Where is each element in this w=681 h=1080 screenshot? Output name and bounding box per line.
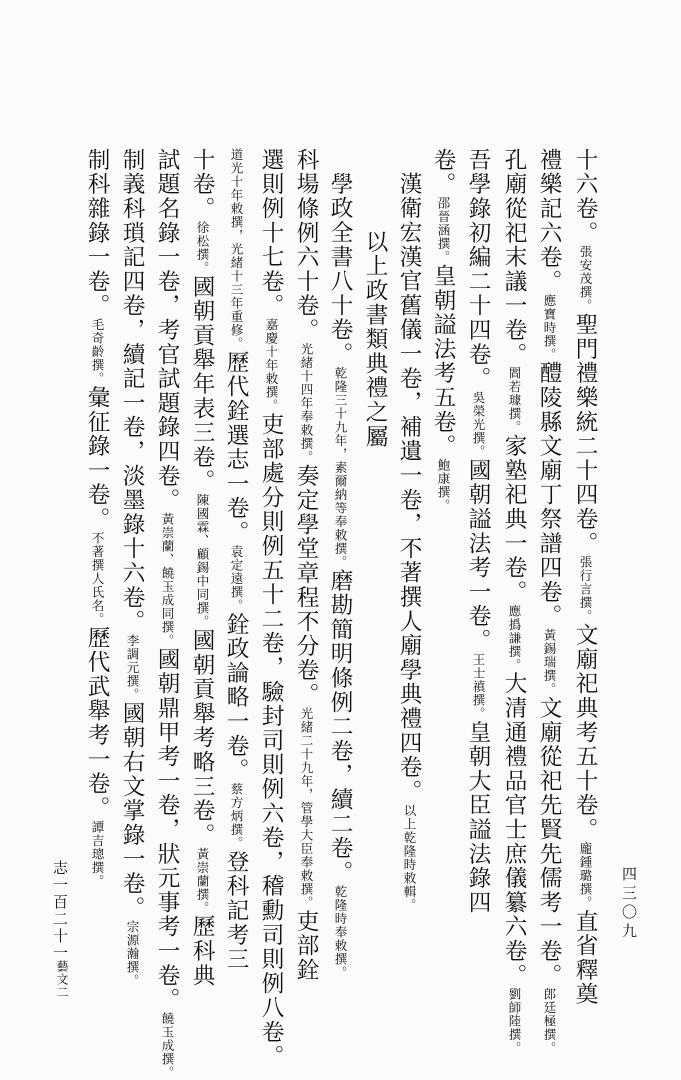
entry-text: 直省釋奠	[572, 909, 598, 1007]
entry-text: 學政全書八十卷。	[327, 172, 353, 367]
text-column-3	[497, 148, 531, 1056]
annotation-note: 以上乾隆時敕輯。	[402, 803, 417, 912]
entry-text: 聖門禮樂統二十四卷。	[572, 312, 598, 556]
annotation-note: 張行言撰。	[578, 555, 593, 624]
entry-text: 試題名錄一卷，考官試題錄四卷。	[154, 148, 180, 513]
annotation-note: 嘉慶十年敕撰。	[264, 318, 279, 413]
entry-text: 選則例十七卷。	[258, 148, 284, 319]
entry-text: 十六卷。	[572, 148, 598, 246]
entry-text: 皇朝大臣謚法錄四	[465, 720, 491, 915]
annotation-note: 黃崇蘭撰。	[195, 847, 210, 915]
entry-text: 磨勘簡明條例二卷，續二卷。	[327, 568, 353, 885]
text-column-11	[219, 148, 253, 972]
entry-text: 卷。	[430, 148, 456, 197]
text-column-4	[461, 148, 495, 915]
annotation-note: 黃崇蘭、饒玉成同撰。	[160, 512, 175, 648]
text-column-1	[568, 148, 602, 1007]
annotation-note: 閻若璩撰。	[507, 366, 522, 435]
annotation-note: 光緒二十九年，管學大臣奉敕撰。	[299, 706, 314, 910]
text-column-9	[289, 148, 323, 983]
entry-text: 制義科瑣記四卷，續記一卷，淡墨錄十六卷。	[119, 148, 145, 634]
chapter-label	[41, 860, 71, 962]
annotation-note: 李調元撰。	[125, 634, 140, 702]
annotation-note: 宗源瀚撰。	[125, 920, 140, 988]
text-column-15	[80, 148, 114, 888]
entry-text: 十卷。	[189, 148, 215, 221]
annotation-note: 龐鍾璐撰。	[578, 841, 593, 910]
annotation-note: 鮑康撰。	[436, 458, 451, 513]
entry-text: 禮樂記六卷。	[536, 148, 562, 294]
annotation-note: 黃錫瑞撰。	[542, 628, 557, 697]
entry-text: 登科記考三	[223, 850, 249, 972]
entry-text: 皇朝謚法考五卷。	[430, 264, 456, 459]
entry-text: 文廟從祀先賢先儒考一卷。	[536, 696, 562, 988]
annotation-note: 毛奇齡撰。	[90, 318, 105, 386]
annotation-note: 王士禛撰。	[471, 652, 486, 721]
text-column-5	[426, 148, 460, 853]
annotation-note: 道光十年敕撰，光緒十三年重修。	[229, 148, 244, 351]
text-column-2	[532, 148, 566, 1056]
text-column-13	[150, 148, 184, 1080]
entry-text: 文廟祀典考五十卷。	[572, 623, 598, 842]
entry-text: 國朝右文掌錄一卷。	[119, 701, 145, 921]
section-label: 藝文二	[55, 960, 69, 999]
annotation-note: 張安茂撰。	[578, 245, 593, 313]
entry-text: 家塾祀典一卷。	[501, 434, 527, 605]
annotation-note: 光緒十四年奉敕撰。	[299, 342, 314, 464]
annotation-note: 陳國霖、顧錫中同撰。	[195, 493, 210, 629]
entry-text: 科場條例六十卷。	[293, 148, 319, 343]
page-number: 四三〇九	[620, 866, 638, 942]
text-column-14	[115, 148, 149, 988]
annotation-note: 乾隆時奉敕撰。	[333, 884, 348, 980]
entry-text: 國朝鼎甲考一卷，狀元事考一卷。	[154, 647, 180, 1012]
entry-text: 歷代武舉考一卷。	[84, 625, 110, 821]
entry-text: 歷科典	[189, 914, 215, 988]
section-heading	[358, 230, 392, 935]
annotation-note: 應撝謙撰。	[507, 604, 522, 672]
text-column-8	[323, 172, 357, 980]
annotation-note: 郎廷極撰。	[542, 987, 557, 1056]
entry-text: 漢衛宏漢官舊儀一卷，補遺一卷，不著撰人廟學典禮四卷。	[396, 172, 422, 804]
entry-text: 吏部銓	[293, 909, 319, 983]
chapter-label-text: 志一百二十一	[51, 860, 69, 962]
text-column-10	[254, 148, 288, 1069]
entry-text: 銓政論略一卷。	[223, 612, 249, 783]
annotation-note: 袁定遠撰。	[229, 544, 244, 613]
entry-text: 歷代銓選志一卷。	[223, 350, 249, 545]
annotation-note: 劉師陸撰。	[507, 987, 522, 1056]
annotation-note: 饒玉成撰。	[160, 1012, 175, 1080]
entry-text: 制科雜錄一卷。	[84, 148, 110, 319]
annotation-note: 不著撰人氏名。	[90, 531, 105, 626]
entry-text: 國朝謚法考一卷。	[465, 458, 491, 653]
annotation-note: 譚吉璁撰。	[90, 820, 105, 888]
entry-text: 國朝貢舉年表三卷。	[189, 274, 215, 494]
annotation-note: 蔡方炳撰。	[229, 782, 244, 851]
entry-text: 彙征錄一卷。	[84, 385, 110, 532]
annotation-note: 邵晉涵撰。	[436, 196, 451, 265]
entry-text: 孔廟從祀末議一卷。	[501, 148, 527, 367]
entry-text: 吏部處分則例五十二卷，驗封司則例六卷，稽勳司則例八卷。	[258, 412, 284, 1069]
annotation-note: 乾隆三十九年，素爾納等奉敕撰。	[333, 366, 348, 569]
entry-text: 以上政書類典禮之屬	[362, 230, 388, 449]
annotation-note: 應寶時撰。	[542, 293, 557, 362]
annotation-note: 徐松撰。	[195, 220, 210, 275]
entry-text: 國朝貢舉考略三卷。	[189, 628, 215, 848]
entry-text: 奏定學堂章程不分卷。	[293, 463, 319, 707]
annotation-note: 吳榮光撰。	[471, 391, 486, 459]
text-column-6	[392, 172, 426, 912]
text-column-12	[185, 148, 219, 988]
entry-text: 吾學錄初編二十四卷。	[465, 148, 491, 391]
entry-text: 醴陵縣文廟丁祭譜四卷。	[536, 361, 562, 629]
entry-text: 大清通禮品官士庶儀纂六卷。	[501, 671, 527, 988]
